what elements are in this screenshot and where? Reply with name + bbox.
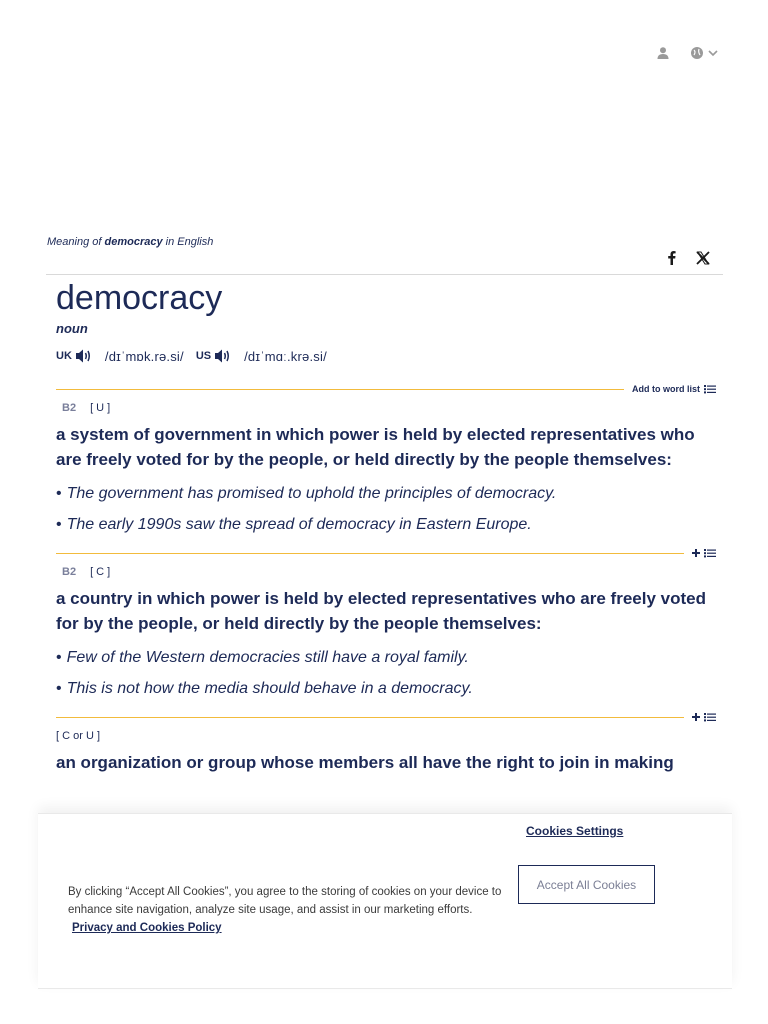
example-sentence: • Few of the Western democracies still have a royal family. bbox=[56, 649, 469, 666]
sense-rule bbox=[56, 717, 684, 718]
sense-divider bbox=[56, 546, 716, 560]
facebook-icon[interactable] bbox=[667, 250, 676, 265]
example-text: This is not how the media should behave in a democracy. bbox=[66, 680, 473, 697]
add-to-word-list-button[interactable] bbox=[632, 384, 716, 394]
sense-divider bbox=[56, 382, 716, 396]
pronunciation-row bbox=[56, 348, 716, 364]
grammar-code: [ C or U ] bbox=[56, 730, 101, 742]
sense-divider bbox=[56, 710, 716, 724]
grammar-code: [ C ] bbox=[90, 566, 111, 578]
share-buttons bbox=[667, 250, 710, 265]
meaning-word: democracy bbox=[104, 236, 163, 248]
list-icon bbox=[704, 384, 716, 394]
sense-meta bbox=[56, 730, 716, 742]
example-sentence: • The early 1990s saw the spread of democracy in Eastern Europe. bbox=[56, 516, 532, 533]
x-icon[interactable] bbox=[696, 251, 710, 265]
example-sentence: • The government has promised to uphold the principles of democracy. bbox=[56, 485, 557, 502]
dictionary-entry bbox=[56, 278, 716, 775]
examples bbox=[56, 484, 716, 535]
part-of-speech: noun bbox=[56, 321, 88, 336]
example-text: Few of the Western democracies still have a royal family. bbox=[66, 649, 469, 666]
meaning-heading bbox=[47, 236, 213, 248]
cookie-notice-text: By clicking “Accept All Cookies”, you agree to the storing of cookies on your device to enhance site navigation, analyze site usage, and assist in our marketing efforts. bbox=[68, 886, 502, 916]
add-sense-to-word-list-button[interactable] bbox=[692, 712, 716, 722]
user-icon[interactable] bbox=[656, 46, 670, 60]
uk-label: UK bbox=[56, 350, 72, 362]
cookie-banner bbox=[38, 813, 732, 989]
sense-meta bbox=[62, 402, 716, 414]
us-ipa: /dɪˈmɑː.krə.si/ bbox=[244, 348, 327, 364]
section-divider bbox=[46, 274, 723, 275]
examples bbox=[56, 648, 716, 699]
plus-icon bbox=[692, 713, 700, 721]
example-text: The early 1990s saw the spread of democracy in Eastern Europe. bbox=[66, 516, 532, 533]
meaning-suffix: in English bbox=[165, 236, 214, 248]
sense-rule bbox=[56, 389, 624, 390]
header-tools bbox=[656, 46, 718, 60]
accept-all-cookies-button[interactable]: Accept All Cookies bbox=[518, 865, 655, 904]
us-audio-speaker-icon[interactable] bbox=[214, 348, 232, 364]
example-sentence: • This is not how the media should behave in a democracy. bbox=[56, 680, 473, 697]
us-label: US bbox=[195, 350, 212, 362]
example-text: The government has promised to uphold the principles of democracy. bbox=[66, 485, 557, 502]
definition: an organization or group whose members all have the right to join in making bbox=[56, 753, 674, 772]
level-badge: B2 bbox=[62, 566, 77, 578]
headword: democracy bbox=[56, 279, 223, 317]
uk-audio-speaker-icon[interactable] bbox=[75, 348, 93, 364]
list-icon bbox=[704, 712, 716, 722]
chevron-down-icon bbox=[708, 49, 718, 57]
meaning-prefix: Meaning of bbox=[47, 236, 102, 248]
level-badge: B2 bbox=[62, 402, 77, 414]
definition: a country in which power is held by elected representatives who are freely voted for by the people, or held directly by the people themselves: bbox=[56, 589, 706, 633]
globe-icon bbox=[690, 46, 704, 60]
sense-meta bbox=[62, 566, 716, 578]
privacy-policy-link[interactable]: Privacy and Cookies Policy bbox=[72, 922, 222, 934]
list-icon bbox=[704, 548, 716, 558]
add-sense-to-word-list-button[interactable] bbox=[692, 548, 716, 558]
add-to-word-list-label: Add to word list bbox=[632, 384, 700, 394]
definition: a system of government in which power is held by elected representatives who are freely voted for by the people, or held directly by the people themselves: bbox=[56, 425, 695, 469]
sense-rule bbox=[56, 553, 684, 554]
cookies-settings-link[interactable]: Cookies Settings bbox=[526, 824, 624, 838]
plus-icon bbox=[692, 549, 700, 557]
language-selector[interactable] bbox=[690, 46, 718, 60]
cookie-notice bbox=[68, 883, 508, 937]
grammar-code: [ U ] bbox=[90, 402, 111, 414]
uk-ipa: /dɪˈmɒk.rə.si/ bbox=[104, 348, 184, 364]
